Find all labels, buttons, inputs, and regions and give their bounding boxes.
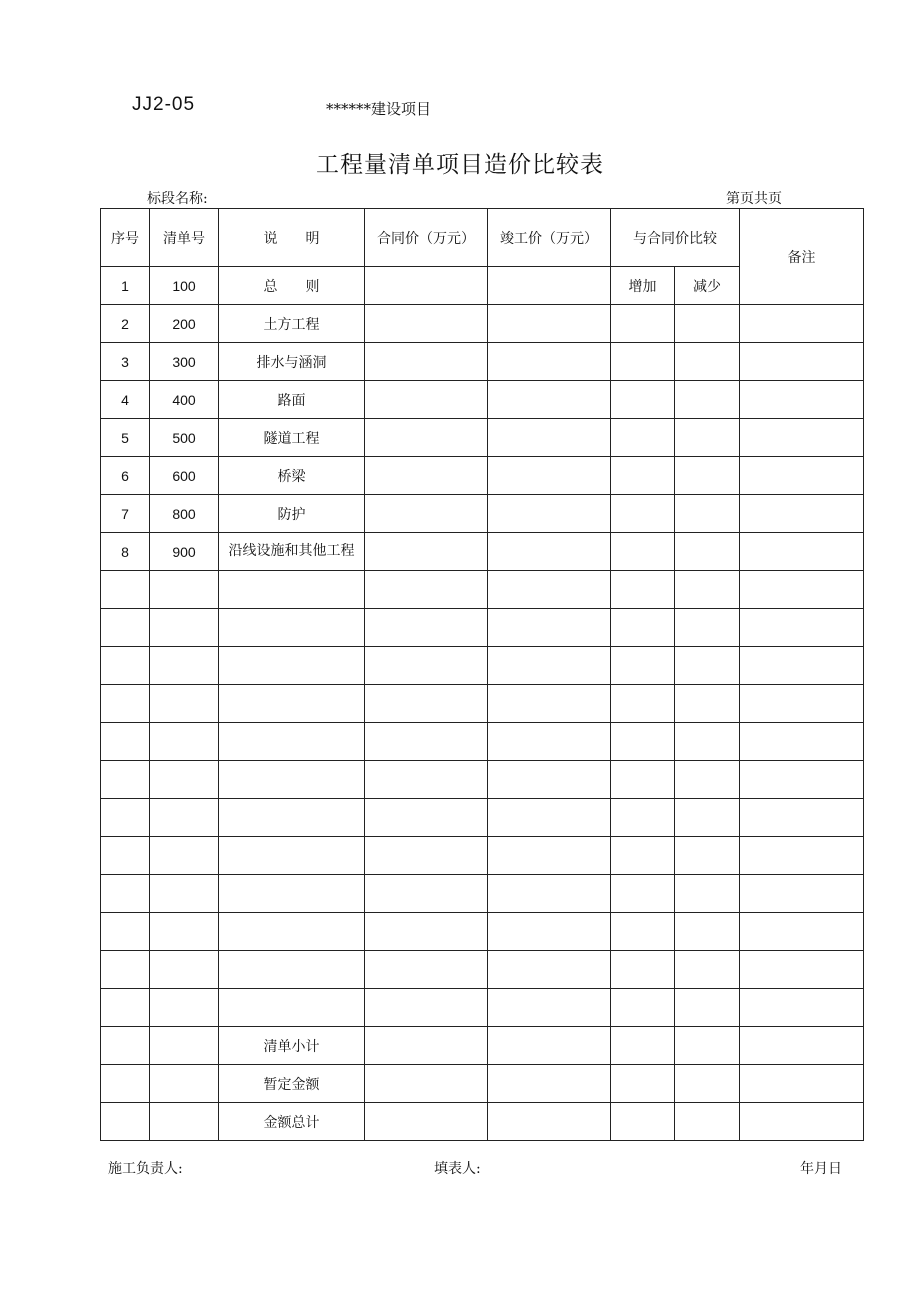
cell-seq: 3 [101, 343, 150, 381]
cell-final [488, 381, 611, 419]
cell-increase [611, 305, 675, 343]
table-row [101, 381, 864, 419]
cell-desc: 土方工程 [219, 305, 365, 343]
cell-increase [611, 343, 675, 381]
header-item-no: 清单号 [150, 209, 219, 267]
cell-remark [740, 495, 864, 533]
provisional-row [101, 1065, 864, 1103]
cell-item-no: 200 [150, 305, 219, 343]
table-row [101, 761, 864, 799]
cell-desc: 排水与涵洞 [219, 343, 365, 381]
table-row [101, 951, 864, 989]
table-row [101, 799, 864, 837]
total-label: 金额总计 [219, 1103, 365, 1141]
table-header-row [101, 209, 864, 267]
form-code: JJ2-05 [132, 94, 196, 115]
cell-item-no: 500 [150, 419, 219, 457]
cell-decrease [675, 533, 740, 571]
cell-final [488, 533, 611, 571]
total-row [101, 1103, 864, 1141]
cell-item-no: 600 [150, 457, 219, 495]
cell-increase [611, 495, 675, 533]
cell-desc: 隧道工程 [219, 419, 365, 457]
cell-increase [611, 533, 675, 571]
cell-increase [611, 457, 675, 495]
cell-desc: 桥梁 [219, 457, 365, 495]
cell-remark [740, 381, 864, 419]
header-contract: 合同价（万元） [365, 209, 488, 267]
cell-contract [365, 305, 488, 343]
cell-item-no: 100 [150, 267, 219, 305]
header-compare: 与合同价比较 [611, 209, 740, 267]
table-row [101, 305, 864, 343]
table-row [101, 609, 864, 647]
cell-decrease [675, 495, 740, 533]
cell-decrease [675, 343, 740, 381]
provisional-label: 暂定金额 [219, 1065, 365, 1103]
cell-seq: 1 [101, 267, 150, 305]
subtotal-label: 清单小计 [219, 1027, 365, 1065]
cell-decrease [675, 305, 740, 343]
cell-increase [611, 381, 675, 419]
cell-seq: 2 [101, 305, 150, 343]
comparison-table [100, 208, 864, 1141]
cell-contract [365, 457, 488, 495]
table-row [101, 533, 864, 571]
table-row [101, 647, 864, 685]
cell-item-no: 400 [150, 381, 219, 419]
cell-desc: 防护 [219, 495, 365, 533]
table-row [101, 685, 864, 723]
cell-final [488, 305, 611, 343]
table-row [101, 457, 864, 495]
page-info: 第页共页 [726, 191, 782, 207]
construction-lead-label: 施工负责人: [108, 1161, 183, 1177]
filled-by-label: 填表人: [434, 1161, 481, 1177]
cell-remark [740, 457, 864, 495]
header-decrease: 减少 [675, 267, 740, 305]
cell-desc: 总 则 [219, 267, 365, 305]
cell-seq: 8 [101, 533, 150, 571]
cell-desc: 路面 [219, 381, 365, 419]
cell-contract [365, 533, 488, 571]
cell-seq: 5 [101, 419, 150, 457]
date-label: 年月日 [800, 1161, 842, 1177]
table-row [101, 419, 864, 457]
cell-increase [611, 419, 675, 457]
table-row [101, 495, 864, 533]
cell-final [488, 457, 611, 495]
header-seq: 序号 [101, 209, 150, 267]
cell-final [488, 495, 611, 533]
table-row [101, 913, 864, 951]
header-final: 竣工价（万元） [488, 209, 611, 267]
page-title: 工程量清单项目造价比较表 [316, 152, 604, 178]
cell-contract [365, 381, 488, 419]
table-row [101, 875, 864, 913]
cell-decrease [675, 457, 740, 495]
cell-remark [740, 305, 864, 343]
section-name-label: 标段名称: [147, 191, 208, 207]
header-desc: 说 明 [219, 209, 365, 267]
table-row [101, 571, 864, 609]
cell-contract [365, 343, 488, 381]
cell-final [488, 419, 611, 457]
project-name: ******建设项目 [326, 100, 432, 118]
cell-remark [740, 419, 864, 457]
cell-contract [365, 267, 488, 305]
cell-desc: 沿线设施和其他工程 [219, 533, 365, 571]
header-remark: 备注 [740, 209, 864, 305]
cell-decrease [675, 419, 740, 457]
cell-final [488, 267, 611, 305]
cell-item-no: 800 [150, 495, 219, 533]
cell-contract [365, 495, 488, 533]
cell-decrease [675, 381, 740, 419]
cell-item-no: 300 [150, 343, 219, 381]
table-row [101, 837, 864, 875]
cell-remark [740, 343, 864, 381]
cell-item-no: 900 [150, 533, 219, 571]
cell-seq: 7 [101, 495, 150, 533]
header-increase: 增加 [611, 267, 675, 305]
table-row [101, 343, 864, 381]
cell-seq: 4 [101, 381, 150, 419]
subtotal-row [101, 1027, 864, 1065]
cell-remark [740, 533, 864, 571]
cell-contract [365, 419, 488, 457]
table-row [101, 723, 864, 761]
cell-final [488, 343, 611, 381]
table-row [101, 989, 864, 1027]
cell-seq: 6 [101, 457, 150, 495]
